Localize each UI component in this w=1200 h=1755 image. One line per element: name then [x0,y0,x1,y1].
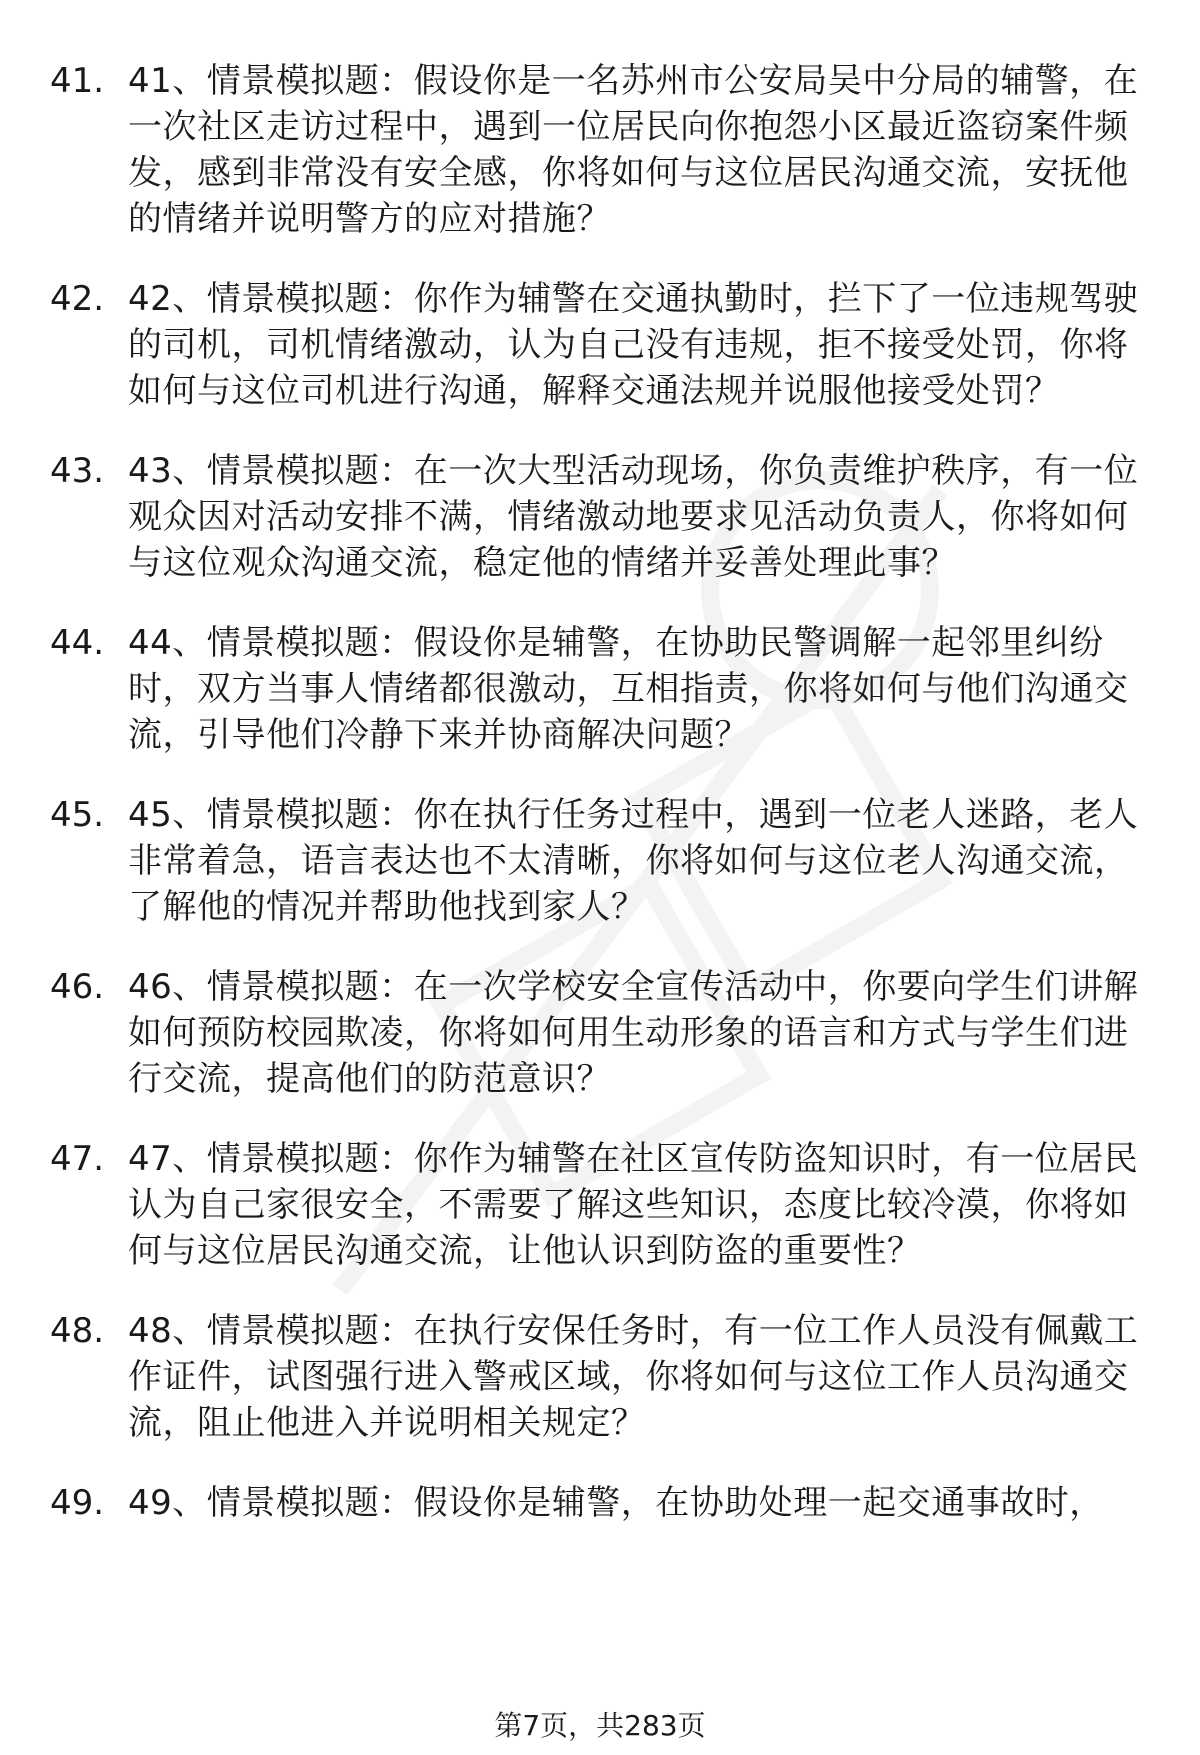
question-number: 45. [50,795,105,835]
list-item [50,1308,1160,1446]
list-item [50,1136,1160,1274]
list-item [50,964,1160,1102]
question-text: 49、情景模拟题：假设你是辅警，在协助处理一起交通事故时， [128,1483,1104,1523]
question-number: 48. [50,1311,105,1351]
question-text: 41、情景模拟题：假设你是一名苏州市公安局吴中分局的辅警，在一次社区走访过程中，遇到一位居民向你抱怨小区最近盗窃案件频发，感到非常没有安全感，你将如何与这位居民沟通交流，安抚他的情绪并说明警方的应对措施？ [128,61,1139,239]
question-text: 47、情景模拟题：你作为辅警在社区宣传防盗知识时，有一位居民认为自己家很安全，不需要了解这些知识，态度比较冷漠，你将如何与这位居民沟通交流，让他认识到防盗的重要性？ [128,1139,1139,1271]
question-number: 42. [50,279,105,319]
list-item [50,448,1160,586]
question-number: 47. [50,1139,105,1179]
question-text: 43、情景模拟题：在一次大型活动现场，你负责维护秩序，有一位观众因对活动安排不满，情绪激动地要求见活动负责人，你将如何与这位观众沟通交流，稳定他的情绪并妥善处理此事？ [128,451,1139,583]
list-item [50,620,1160,758]
question-number: 41. [50,61,105,101]
question-list [50,58,1160,1560]
question-text: 44、情景模拟题：假设你是辅警，在协助民警调解一起邻里纠纷时，双方当事人情绪都很激动，互相指责，你将如何与他们沟通交流，引导他们冷静下来并协商解决问题？ [128,623,1129,755]
question-text: 48、情景模拟题：在执行安保任务时，有一位工作人员没有佩戴工作证件，试图强行进入警戒区域，你将如何与这位工作人员沟通交流，阻止他进入并说明相关规定？ [128,1311,1139,1443]
question-number: 46. [50,967,105,1007]
list-item [50,58,1160,242]
question-text: 42、情景模拟题：你作为辅警在交通执勤时，拦下了一位违规驾驶的司机，司机情绪激动，认为自己没有违规，拒不接受处罚，你将如何与这位司机进行沟通，解释交通法规并说服他接受处罚？ [128,279,1139,411]
question-number: 43. [50,451,105,491]
list-item [50,276,1160,414]
question-text: 46、情景模拟题：在一次学校安全宣传活动中，你要向学生们讲解如何预防校园欺凌，你将如何用生动形象的语言和方式与学生们进行交流，提高他们的防范意识？ [128,967,1139,1099]
list-item [50,1480,1160,1526]
list-item [50,792,1160,930]
question-text: 45、情景模拟题：你在执行任务过程中，遇到一位老人迷路，老人非常着急，语言表达也不太清晰，你将如何与这位老人沟通交流，了解他的情况并帮助他找到家人？ [128,795,1139,927]
page-footer: 第7页，共283页 [494,1709,706,1742]
question-number: 49. [50,1483,105,1523]
question-number: 44. [50,623,105,663]
